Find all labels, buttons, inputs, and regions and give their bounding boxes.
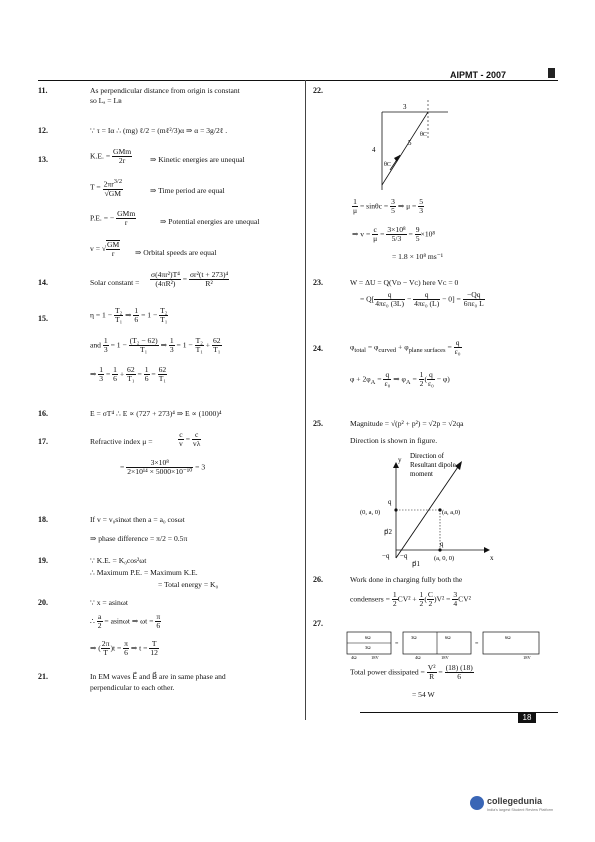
q20-step-3: ⇒ ( $\frac{2\pi}{T}$ )t = $\frac{\pi}{6}$ ⇒ t = $\frac{T}{12}$ [90, 639, 158, 657]
q11-number: 11. [38, 86, 48, 95]
q18-text-1: If v = v₀sinωt then a = a₀ cosωt [90, 515, 185, 524]
q20-step-2: ∴ $\frac{a}{2}$ = asinωt ⇒ ωt = $\frac{\pi}{6}$ [90, 612, 161, 630]
q15-result: ⇒ $\frac{1}{3}$ = $\frac{1}{6}$ + $\frac{62}{\text{T₁}}$ = $\frac{1}{6}$ = $\frac{62}{\text{T₁}}$ [90, 365, 167, 383]
q22-label-4: 4 [372, 146, 376, 154]
q25-p2: p⃗2 [384, 528, 392, 536]
q25-y-label: y [398, 456, 402, 464]
q15-eta: η = 1 − $\frac{\text{T₂}}{\text{T₁}}$ ⇒ $\frac{1}{6}$ = 1 − $\frac{\text{T₂}}{\text{T₁}}$ [90, 306, 168, 324]
q27-r1: 6Ω [365, 635, 371, 640]
svg-text:=: = [395, 641, 399, 647]
q13-line-1: ⇒ Kinetic energies are unequal [150, 155, 245, 164]
q13-line-3: ⇒ Potential energies are unequal [160, 217, 260, 226]
q14-number: 14. [38, 278, 48, 287]
q27-circuit-3 [483, 632, 539, 654]
q26-text-1: Work done in charging fully both the [350, 575, 463, 584]
q13-t: T = $\frac{2\pi r^{3/2}}{√GM}$ [90, 178, 123, 198]
q25-charge-top [394, 508, 397, 511]
q15-number: 15. [38, 314, 48, 323]
q24-line-2: $\varphi + 2\varphi_A$ = $\frac{q}{\text{ε₀}}$ ⇒ $\varphi_A$ = $\frac{1}{2}$ ( $\frac{q}{\text{ε₀}}$ − φ) [350, 370, 450, 388]
q22-label-3: 3 [403, 103, 407, 111]
q17-calc: = $\frac{\text{3×10⁸}}{\text{2×10¹⁴ × 5000×10⁻¹⁰}}$ = 3 [120, 458, 206, 476]
q16-number: 16. [38, 409, 48, 418]
q27-v3: 18V [523, 655, 531, 660]
q25-point-1: (0, a, 0) [360, 509, 381, 516]
q11-text-1: As perpendicular distance from origin is constant [90, 86, 240, 95]
q25-neg-q-1: −q [382, 552, 390, 560]
q25-resultant-arrow [455, 461, 462, 470]
q13-ke: K.E. = $\frac{\text{GMm}}{2r}$ [90, 147, 132, 165]
q21-text-2: perpendicular to each other. [90, 683, 175, 692]
q17-number: 17. [38, 437, 48, 446]
q25-text-1: Magnitude = √(p² + p²) = √2p = √2qa [350, 419, 464, 428]
q19-text-3: = Total energy = K₀ [158, 580, 219, 589]
q27-result: = 54 W [412, 690, 435, 699]
q25-number: 25. [313, 419, 323, 428]
q18-number: 18. [38, 515, 48, 524]
q20-number: 20. [38, 598, 48, 607]
q23-calc: = Q[ $\frac{q}{\text{4πε₀ (3L)}}$ − $\frac{q}{\text{4πε₀ (L)}}$ − 0] = $\frac{-Qq}{\text{6πε₀ L}}$ [360, 290, 484, 308]
page-number: 18 [518, 712, 536, 723]
q22-line-3: = 1.8 × 10⁸ ms⁻¹ [392, 252, 444, 261]
q24-line-1: $\varphi_{total} = \varphi_{curved} + \varphi_{plane surfaces}$ = $\frac{q}{\text{ε₀}}$ [350, 338, 461, 356]
q26-text-2: condensers = $\frac{1}{2}$ CV² + $\frac{1}{2}$ ( $\frac{C}{2}$ )V² = $\frac{3}{4}$ CV² [350, 590, 471, 608]
q14-formula: $\frac{\text{σ(4πr²)T⁴}}{\text{(4πR²)}}$ = $\frac{\text{σr²(t + 273)⁴}}{\text{R²}}$ [151, 270, 229, 288]
q22-angle-2: θC [384, 162, 391, 168]
q25-point-2: (a, a,0) [442, 509, 461, 516]
q25-x-label: x [490, 554, 494, 562]
q26-number: 26. [313, 575, 323, 584]
q25-charge-right [438, 548, 441, 551]
q23-number: 23. [313, 278, 323, 287]
q21-number: 21. [38, 672, 48, 681]
header-marker [548, 68, 555, 78]
q22-label-5: 5 [408, 139, 412, 147]
q22-line-1: $\frac{1}{\mu}$ = sinθc = $\frac{3}{5}$ ⇒ μ = $\frac{5}{3}$ [353, 197, 424, 215]
q13-line-2: ⇒ Time period are equal [150, 186, 225, 195]
q27-r6: 4Ω [415, 655, 421, 660]
q17-ratio: $\frac{c}{v}$ = $\frac{c}{v\lambda}$ [179, 430, 201, 448]
q12-text: ∵ τ = Iα ∴ (mg) ℓ/2 = (mℓ²/3)α ⇒ α = 3g/2ℓ . [90, 126, 228, 135]
q21-text-1: In EM waves E⃗ and B⃗ are in same phase and [90, 672, 226, 681]
brand-logo [470, 796, 484, 810]
q25-q-right: q [440, 540, 444, 548]
q27-r7: 6Ω [505, 635, 511, 640]
q22-angle-1: θC [420, 132, 427, 138]
q27-r4: 3Ω [411, 635, 417, 640]
q25-text-2: Direction is shown in figure. [350, 436, 438, 445]
q24-number: 24. [313, 344, 323, 353]
q27-r3: 4Ω [351, 655, 357, 660]
exam-title: AIPMT - 2007 [450, 70, 507, 80]
q13-number: 13. [38, 155, 48, 164]
q25-neg-q-2: −q [400, 552, 408, 560]
q14-label: Solar constant = [90, 278, 140, 287]
header-rule [38, 80, 558, 81]
q19-text-2: ∴ Maximum P.E. = Maximum K.E. [90, 568, 198, 577]
q22-hyp [382, 112, 428, 185]
q17-label: Refractive index μ = [90, 437, 153, 446]
brand-name: collegedunia [487, 796, 543, 806]
q11-text-2: so Lₐ = Lʙ [90, 96, 122, 105]
q22-figure [370, 100, 460, 195]
q20-text-1: ∵ x = asinωt [90, 598, 128, 607]
q25-dir-1: Direction of [410, 452, 445, 460]
q27-number: 27. [313, 619, 323, 628]
q25-q-top: q [388, 498, 392, 506]
brand-tagline: India's largest Student Review Platform [487, 808, 554, 812]
q27-v2: 18V [441, 655, 449, 660]
q25-figure [350, 448, 500, 578]
q23-text: W = ΔU = Q(Vᴅ − Vᴄ) here Vᴄ = 0 [350, 278, 459, 287]
q13-pe: P.E. = − $\frac{\text{GMm}}{r}$ [90, 209, 136, 227]
q27-circuit [345, 628, 545, 660]
q25-p1: p⃗1 [412, 560, 420, 568]
q13-line-4: ⇒ Orbital speeds are equal [135, 248, 217, 257]
q25-point-3: (a, 0, 0) [434, 555, 455, 562]
svg-text:=: = [475, 641, 479, 647]
q25-x-arrow [484, 547, 490, 553]
q22-line-2: ⇒ v = $\frac{c}{\mu}$ = $\frac{\text{3×10⁸}}{5/3}$ = $\frac{9}{5}$ ×10⁸ [352, 225, 436, 243]
q18-text-2: ⇒ phase difference = π/2 = 0.5π [90, 534, 188, 543]
q27-v1: 18V [371, 655, 379, 660]
q25-dir-3: moment [410, 470, 433, 478]
q27-text: Total power dissipated = $\frac{\text{V²}}{R}$ = $\frac{(18) (18)}{6}$ [350, 663, 473, 681]
q16-text: E = σT⁴ ∴ E ∝ (727 + 273)⁴ ⇒ E ∝ (1000)⁴ [90, 409, 222, 418]
q19-text-1: ∵ K.E. = K₀cos²ωt [90, 556, 147, 565]
q25-dir-2: Resultant dipole [410, 461, 456, 469]
q15-and: and $\frac{1}{3}$ = 1 − $\frac{\text{(T₂ − 62)}}{\text{T₁}}$ ⇒ $\frac{1}{3}$ = 1 − $\frac{\text{T₂}}{\text{T₁}}$ + $\frac{62}{\text{T₁}}$ [90, 336, 221, 354]
q27-r2: 3Ω [365, 645, 371, 650]
q27-r5: 6Ω [445, 635, 451, 640]
q12-number: 12. [38, 126, 48, 135]
q13-v: v = √ $\frac{GM}{r}$ [90, 240, 120, 258]
column-divider [305, 80, 306, 720]
q19-number: 19. [38, 556, 48, 565]
q22-number: 22. [313, 86, 323, 95]
